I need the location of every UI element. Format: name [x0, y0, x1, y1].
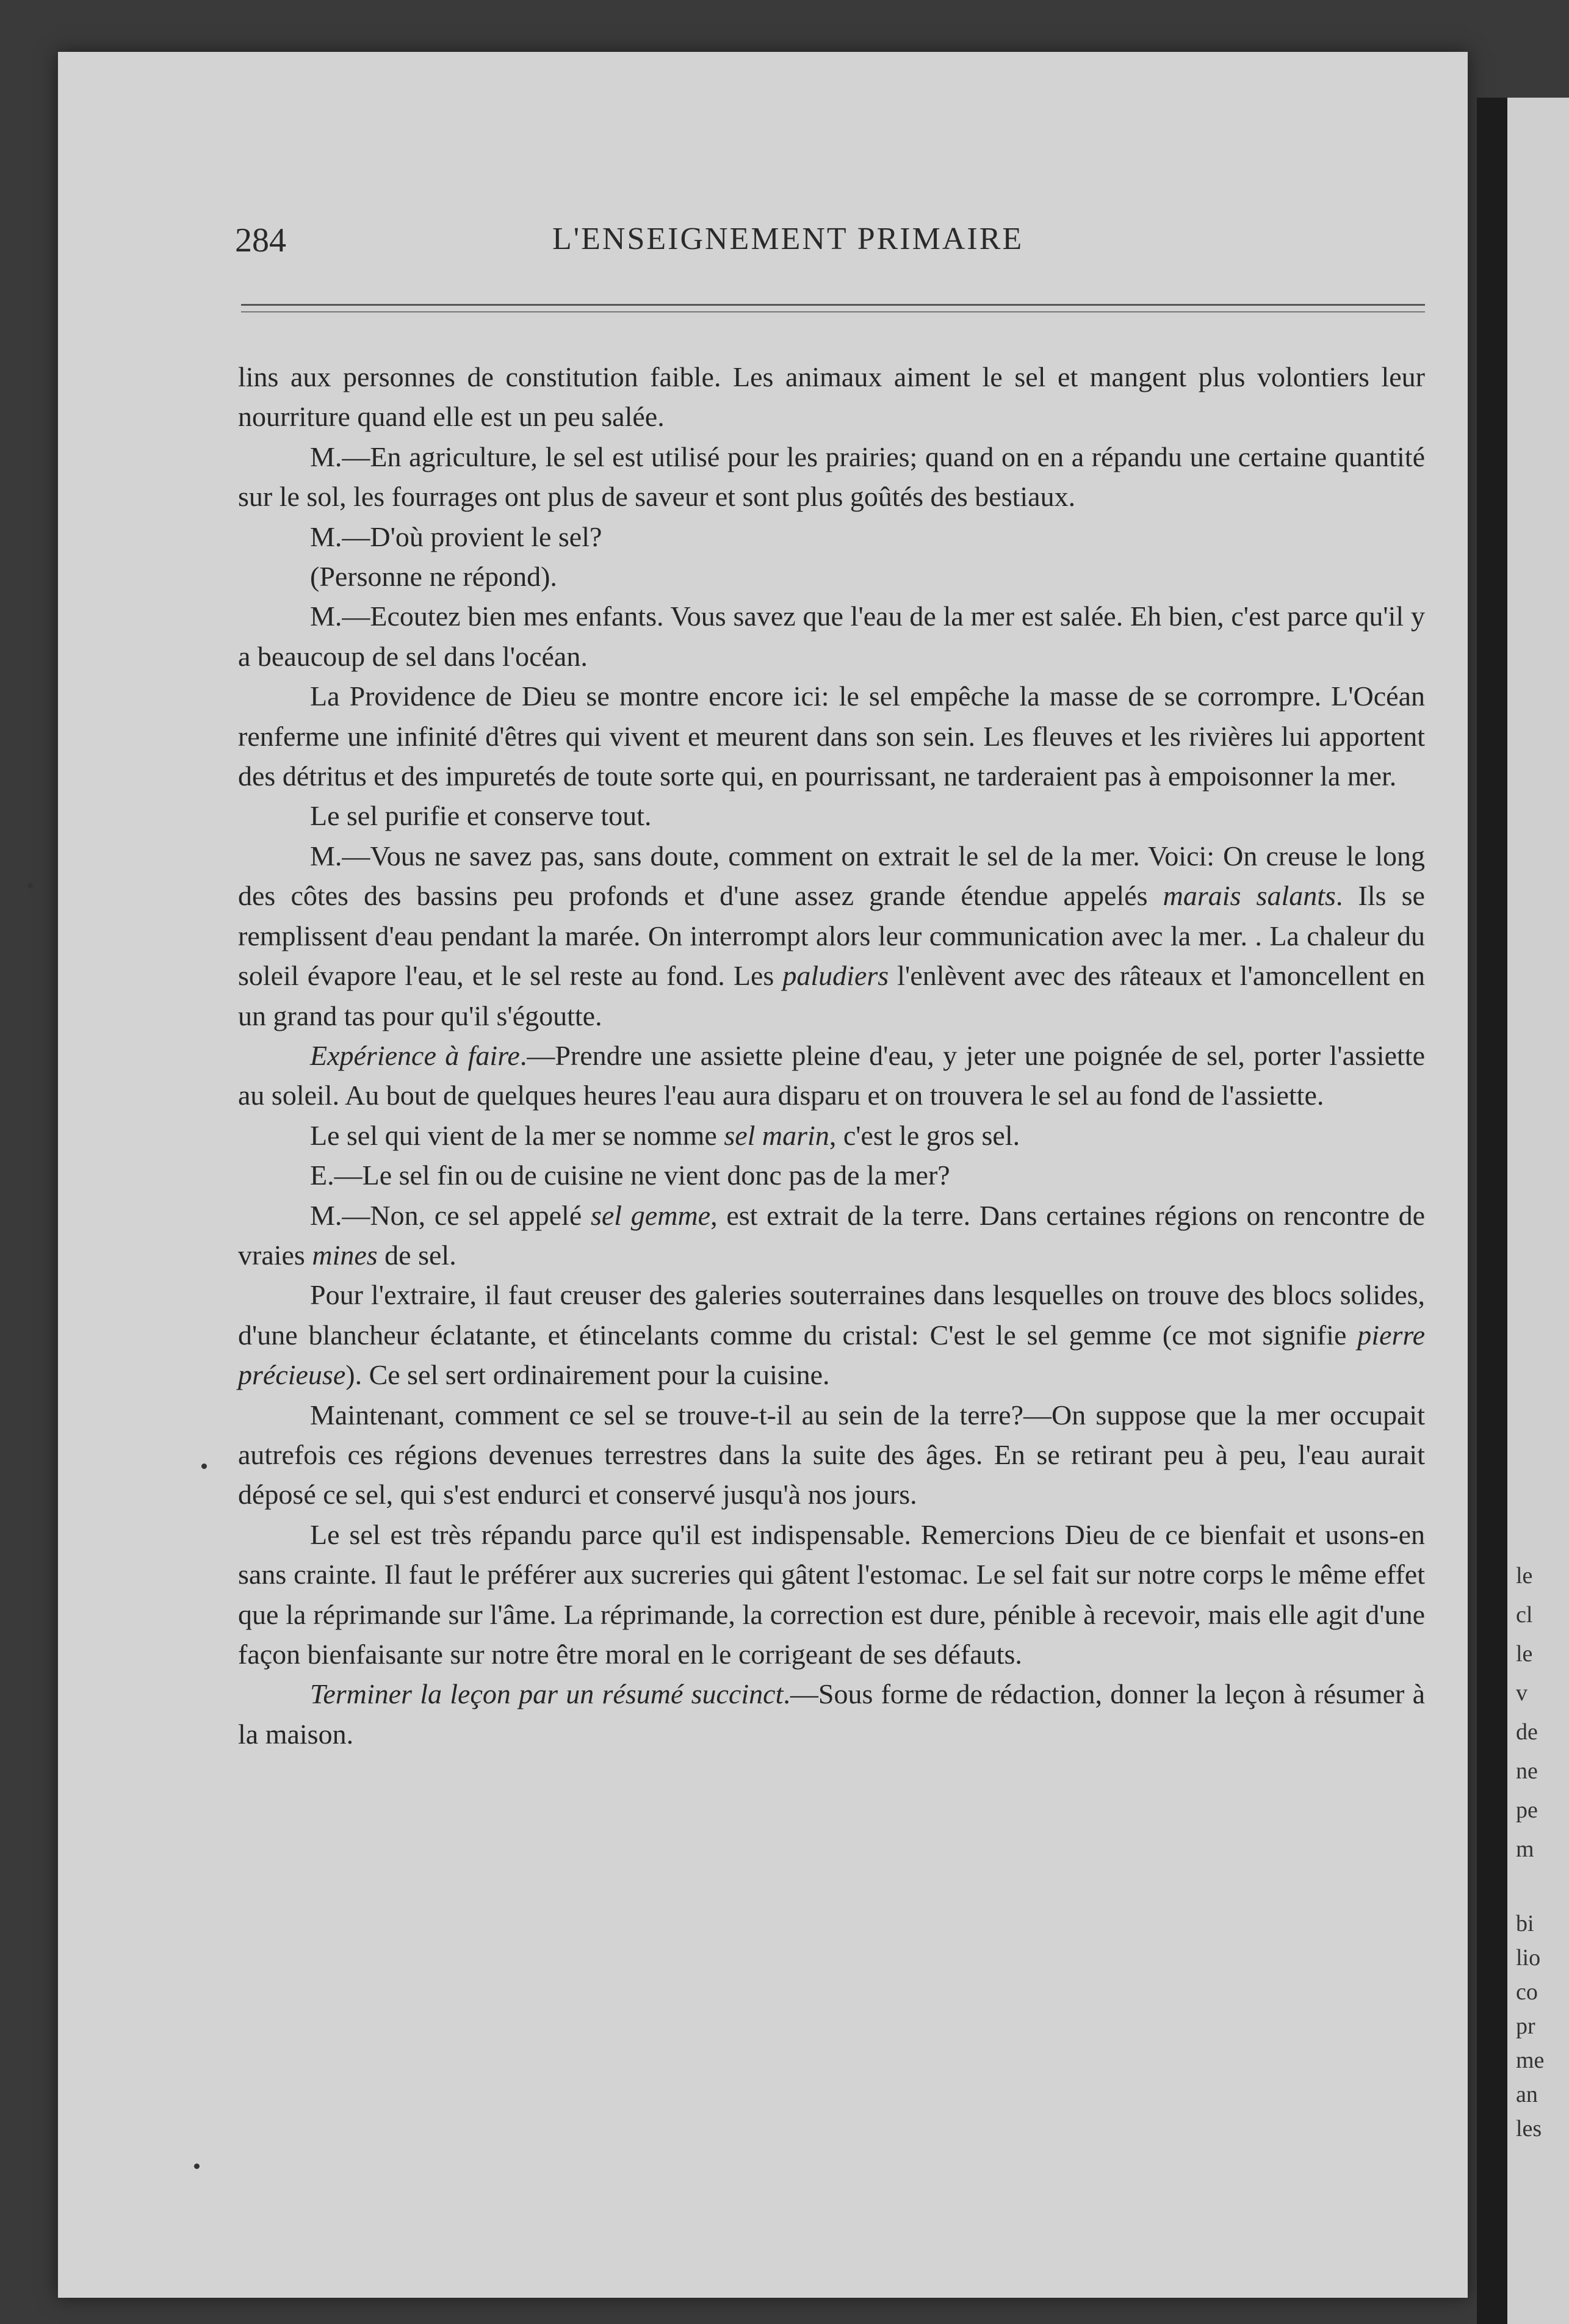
text-run: l'enlèvent avec des râteaux et l'amoncellent en un grand tas pour qu'il s'égoutte. — [238, 960, 1425, 1031]
speck — [194, 2163, 200, 2169]
adjacent-page-fragment: pr — [1516, 2013, 1535, 2039]
paragraph — [238, 1275, 1425, 1395]
paragraph — [238, 1515, 1425, 1675]
paragraph — [238, 437, 1425, 517]
text-run: ). Ce sel sert ordinairement pour la cuisine. — [345, 1359, 830, 1391]
paragraph — [238, 1674, 1425, 1754]
running-title: L'ENSEIGNEMENT PRIMAIRE — [552, 222, 1024, 256]
text-run: (Personne ne répond). — [310, 561, 557, 593]
adjacent-page-fragment: les — [1516, 2116, 1542, 2142]
adjacent-page-fragment: le — [1516, 1641, 1533, 1667]
italic-term: Expérience à faire — [310, 1039, 520, 1071]
text-run: Le sel purifie et conserve tout. — [310, 800, 652, 832]
text-run: M.—Non, ce sel appelé — [310, 1199, 591, 1231]
adjacent-page-fragment: cl — [1516, 1602, 1533, 1628]
paragraph — [238, 1155, 1425, 1195]
adjacent-page-fragment: co — [1516, 1979, 1538, 2005]
italic-term: sel marin — [724, 1119, 829, 1151]
page-number: 284 — [235, 222, 286, 259]
paragraph — [238, 1116, 1425, 1155]
paragraph — [238, 676, 1425, 796]
text-run: Le sel qui vient de la mer se nomme — [310, 1119, 724, 1151]
paragraph — [238, 357, 1425, 437]
book-gutter — [1477, 98, 1510, 2324]
paragraph — [238, 836, 1425, 1036]
header-rule — [241, 304, 1425, 306]
adjacent-page-fragment: de — [1516, 1719, 1538, 1745]
adjacent-page-fragment: lio — [1516, 1945, 1541, 1971]
adjacent-page-fragment: le — [1516, 1563, 1533, 1589]
text-run: Pour l'extraire, il faut creuser des galeries souterraines dans lesquelles on trouve des blocs solides, d'une blancheur éclatante, et étincelants comme du cristal: C'est le sel gemme (ce mot signifie — [238, 1279, 1425, 1351]
text-run: .—Sous forme de rédaction, donner la leçon à résumer à la maison. — [238, 1678, 1425, 1750]
text-run: La Providence de Dieu se montre encore ici: le sel empêche la masse de se corrompre. L'Océan renferme une infinité d'êtres qui vivent et meurent dans son sein. Les fleuves et les rivières lui apportent des détritus et des impuretés de toute sorte qui, en pourrissant, ne tarderaient pas à empoisonner la mer. — [238, 680, 1425, 792]
speck — [201, 1463, 207, 1469]
paragraph — [238, 1196, 1425, 1276]
italic-term: mines — [312, 1239, 378, 1271]
adjacent-page-fragment: pe — [1516, 1797, 1538, 1823]
italic-term: Terminer la leçon par un résumé succinct — [310, 1678, 784, 1710]
text-run: lins aux personnes de constitution faible. Les animaux aiment le sel et mangent plus volontiers leur nourriture quand elle est un peu salée. — [238, 361, 1425, 433]
paragraph — [238, 1036, 1425, 1116]
page-header — [235, 221, 1422, 264]
adjacent-page-fragment: an — [1516, 2082, 1538, 2107]
text-run: .—Prendre une assiette pleine d'eau, y jeter une poignée de sel, porter l'assiette au soleil. Au bout de quelques heures l'eau aura disparu et on trouvera le sel au fond de l'assiette. — [238, 1039, 1425, 1111]
italic-term: marais salants — [1163, 880, 1336, 912]
paragraph — [238, 596, 1425, 676]
speck — [27, 883, 33, 889]
header-rule-thin — [241, 311, 1425, 312]
paragraph — [238, 796, 1425, 835]
text-run: , c'est le gros sel. — [829, 1119, 1020, 1151]
text-run: . Ils se remplissent d'eau pendant la marée. On interrompt alors leur communication avec la mer. . La chaleur du soleil évapore l'eau, et le sel reste au fond. Les — [238, 880, 1425, 992]
adjacent-page-fragment: bi — [1516, 1911, 1534, 1936]
italic-term: pierre précieuse — [238, 1319, 1425, 1391]
text-run: M.—En agriculture, le sel est utilisé pour les prairies; quand on en a répandu une certaine quantité sur le sol, les fourrages ont plus de saveur et sont plus goûtés des bestiaux. — [238, 441, 1425, 513]
adjacent-page-edge — [1507, 98, 1569, 2324]
adjacent-page-fragment: v — [1516, 1680, 1528, 1706]
paragraph — [238, 517, 1425, 557]
text-run: Maintenant, comment ce sel se trouve-t-il au sein de la terre?—On suppose que la mer occupait autrefois ces régions devenues terrestres dans la suite des âges. En se retirant peu à peu, l'eau aurait déposé ce sel, qui s'est endurci et conservé jusqu'à nos jours. — [238, 1399, 1425, 1510]
adjacent-page-fragment: me — [1516, 2048, 1545, 2073]
paragraph — [238, 557, 1425, 596]
text-run: E.—Le sel fin ou de cuisine ne vient donc pas de la mer? — [310, 1160, 950, 1191]
text-run: M.—D'où provient le sel? — [310, 521, 602, 552]
body-text — [238, 357, 1425, 1754]
text-run: de sel. — [377, 1239, 456, 1271]
text-run: M.—Vous ne savez pas, sans doute, comment on extrait le sel de la mer. Voici: On creuse le long des côtes des bassins peu profonds et d'une assez grande étendue appelés — [238, 840, 1425, 912]
adjacent-page-fragment: ne — [1516, 1758, 1538, 1784]
italic-term: sel gemme — [590, 1199, 711, 1231]
italic-term: paludiers — [782, 960, 889, 992]
text-run: , est extrait de la terre. Dans certaines régions on rencontre de vraies — [238, 1199, 1425, 1271]
paragraph — [238, 1395, 1425, 1515]
text-run: M.—Ecoutez bien mes enfants. Vous savez que l'eau de la mer est salée. Eh bien, c'est parce qu'il y a beaucoup de sel dans l'océan. — [238, 601, 1425, 672]
text-run: Le sel est très répandu parce qu'il est indispensable. Remercions Dieu de ce bienfait et usons-en sans crainte. Il faut le préférer aux sucreries qui gâtent l'estomac. Le sel fait sur notre corps le même effet que la réprimande sur l'âme. La réprimande, la correction est dure, pénible à recevoir, mais elle agit d'une façon bienfaisante sur notre être moral en le corrigeant de ses défauts. — [238, 1518, 1425, 1670]
adjacent-page-fragment: m — [1516, 1836, 1534, 1862]
